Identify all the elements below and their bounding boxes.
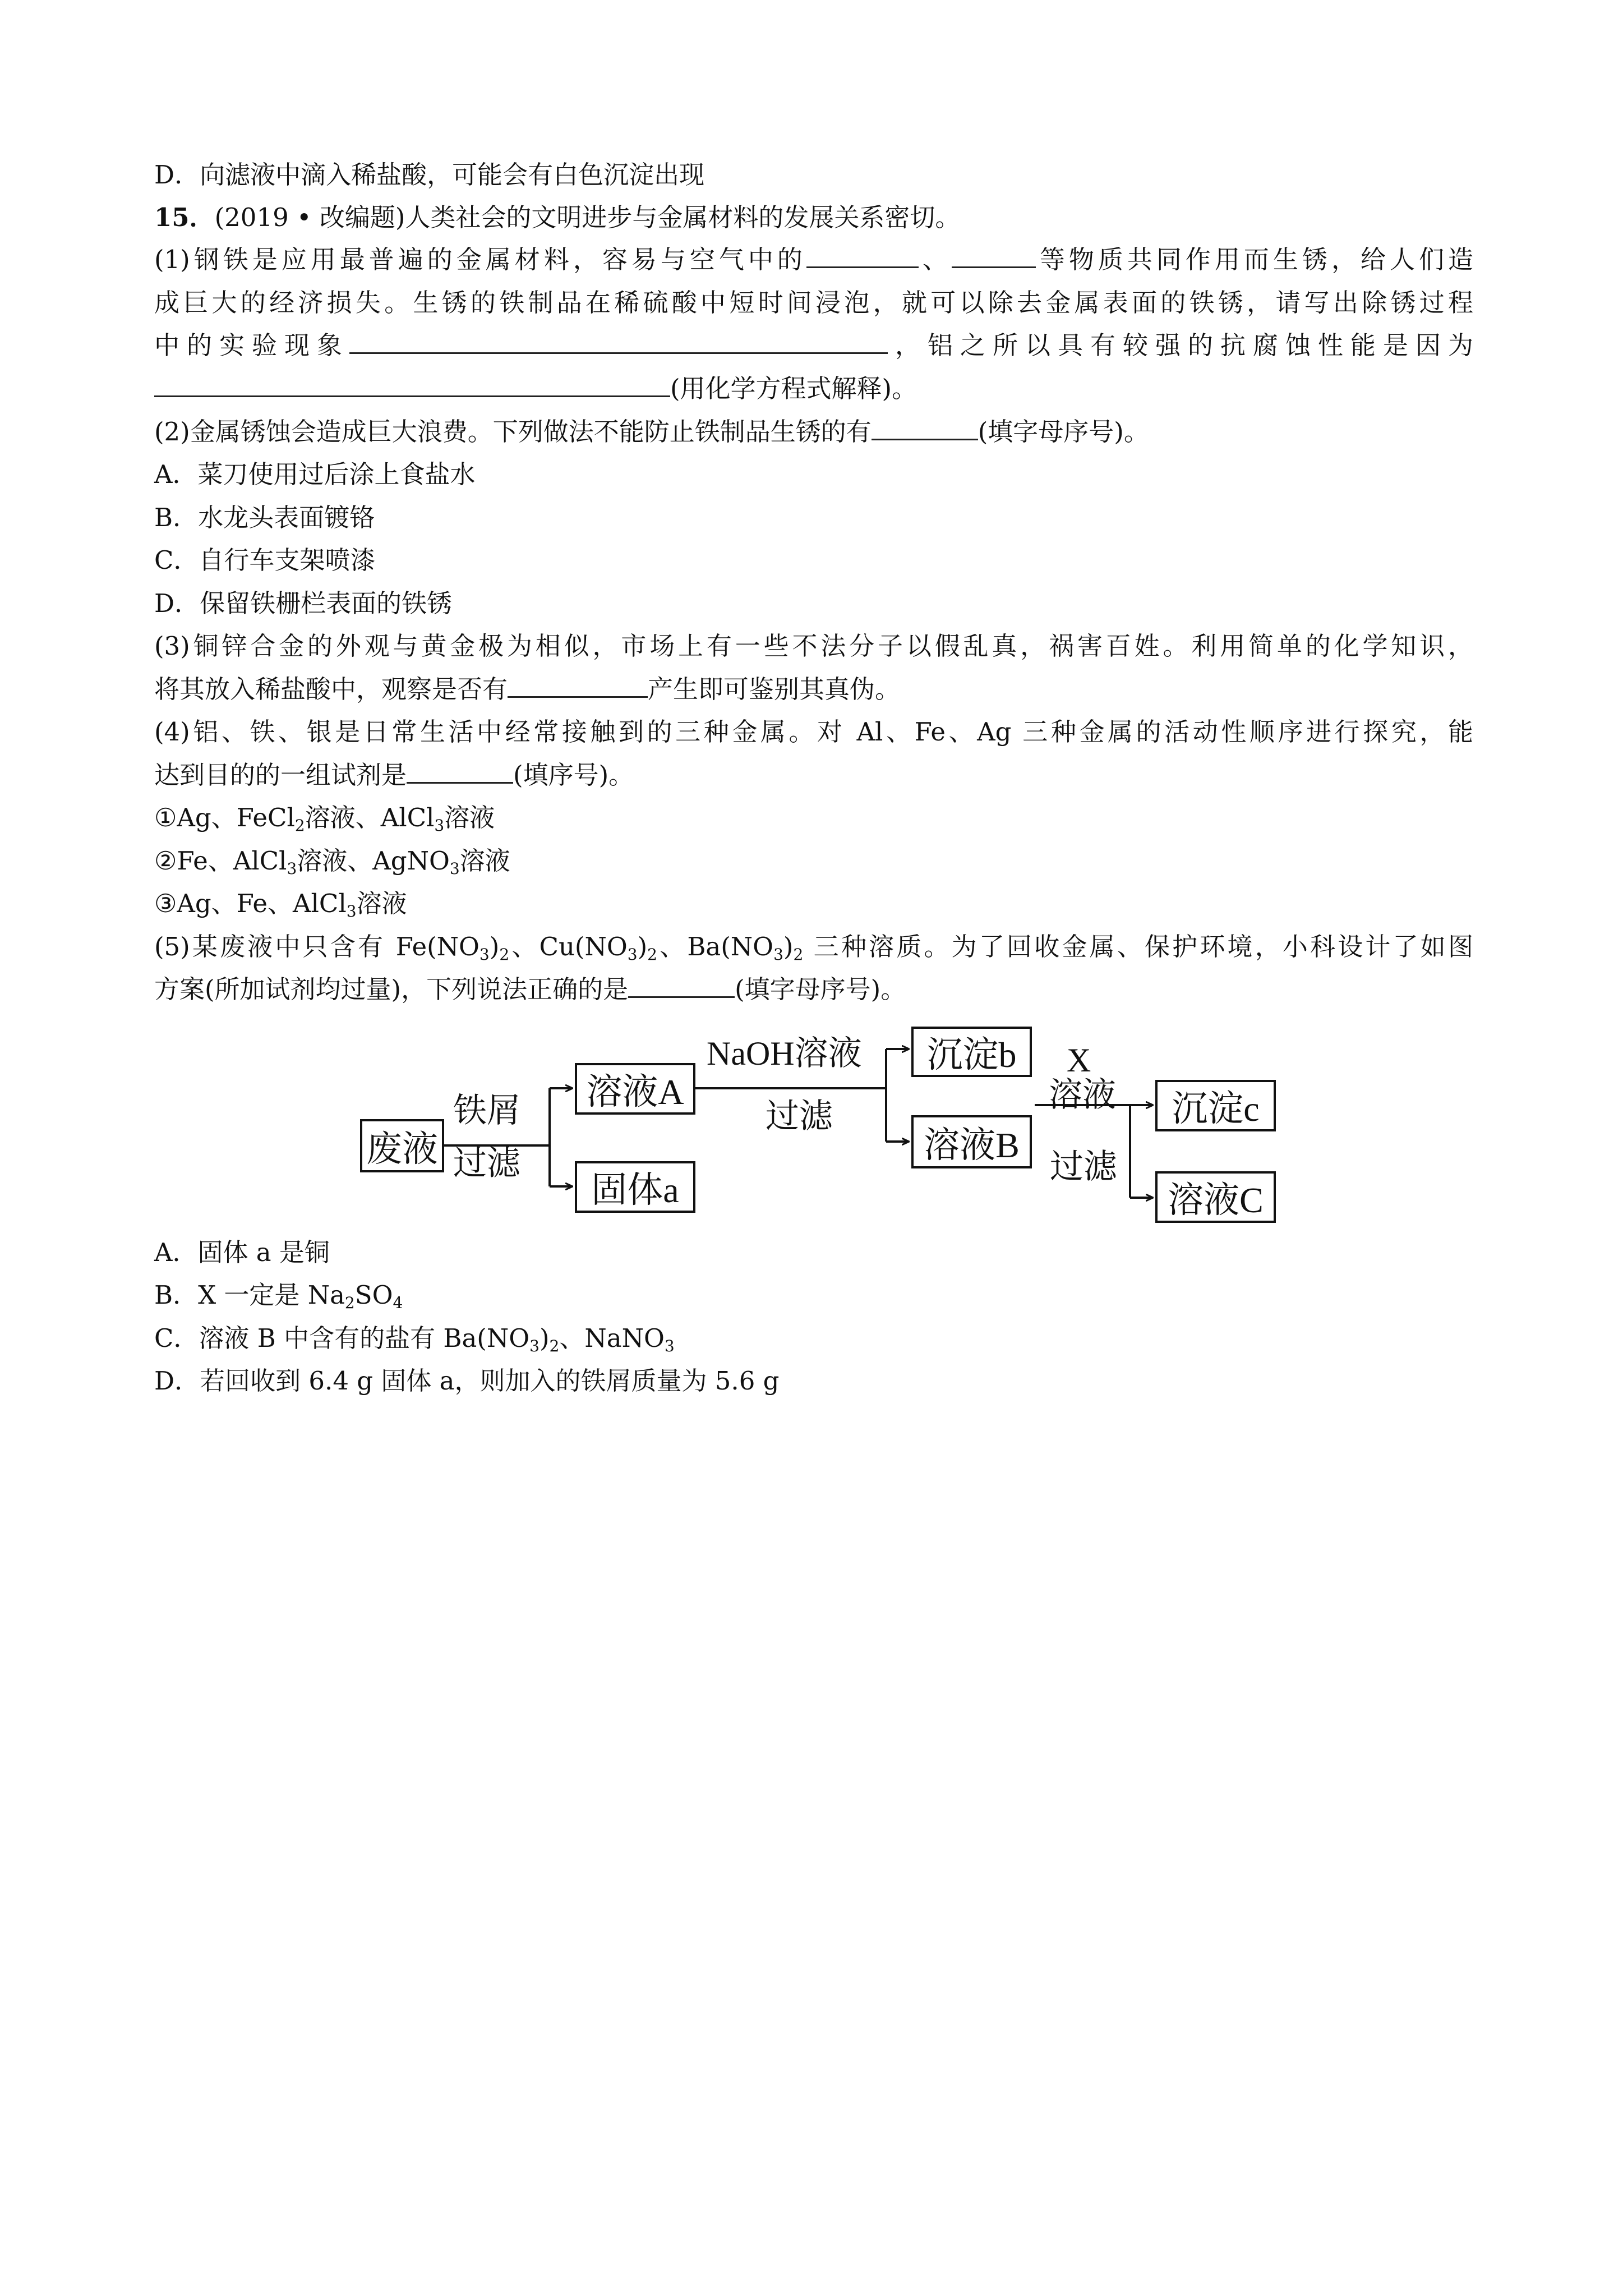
- q15-part4-option-2: ②Fe、AlCl$_3$溶液、AgNO$_3$溶液: [154, 846, 510, 878]
- q14-option-d: D．向滤液中滴入稀盐酸，可能会有白色沉淀出现: [154, 160, 705, 190]
- node-solid-a: 固体a: [575, 1161, 695, 1213]
- node-solution-a: 溶液A: [575, 1063, 695, 1115]
- answer-blank-5[interactable]: [872, 416, 978, 440]
- label-naoh-solution: NaOH溶液: [707, 1035, 862, 1072]
- q15-stem: 人类社会的文明进步与金属材料的发展关系密切。: [405, 203, 961, 232]
- label-x: X: [1067, 1042, 1091, 1079]
- q15-part1-line3: 中的实验现象 ，铝之所以具有较强的抗腐蚀性能是因为: [154, 330, 1473, 360]
- label-filter-1: 过滤: [453, 1145, 520, 1182]
- q15-part2-option-d: D．保留铁栅栏表面的铁锈: [154, 588, 453, 618]
- label-filter-2: 过滤: [766, 1098, 833, 1135]
- q15-source: (2019 • 改编题): [214, 203, 405, 232]
- answer-blank-6[interactable]: [508, 674, 648, 698]
- label-filter-3: 过滤: [1050, 1148, 1117, 1185]
- q15-part2-stem: (2)金属锈蚀会造成巨大浪费。下列做法不能防止铁制品生锈的有 (填字母序号)。: [154, 417, 1149, 447]
- q15-part4-option-1: ①Ag、FeCl$_2$溶液、AlCl$_3$溶液: [154, 803, 495, 835]
- q15-part4-option-3: ③Ag、Fe、AlCl$_3$溶液: [154, 889, 407, 921]
- q15-number: 15．: [154, 203, 215, 232]
- q15-part2-option-b: B．水龙头表面镀铬: [154, 503, 375, 532]
- q15-part2-option-a: A．菜刀使用过后涂上食盐水: [154, 459, 476, 489]
- label-x-solution: 溶液: [1049, 1076, 1116, 1114]
- q15-header: [154, 201, 960, 234]
- q15-part5-option-b: B．X 一定是 $Na_2SO_4$: [154, 1280, 403, 1312]
- q15-part3-line1: (3)铜锌合金的外观与黄金极为相似，市场上有一些不法分子以假乱真，祸害百姓。利用简单的化学知识，: [154, 631, 1473, 661]
- q15-part4-line1: (4)铝、铁、银是日常生活中经常接触到的三种金属。对 Al、Fe、Ag 三种金属的活动性顺序进行探究，能: [154, 717, 1473, 747]
- q15-part1-line1: (1)钢铁是应用最普遍的金属材料，容易与空气中的 、 等物质共同作用而生锈，给人们造: [154, 245, 1473, 274]
- node-solution-c: 溶液C: [1155, 1171, 1276, 1223]
- node-precipitate-b: 沉淀b: [911, 1027, 1032, 1077]
- answer-blank-2[interactable]: [952, 244, 1036, 268]
- node-waste-liquid: 废液: [360, 1119, 444, 1172]
- q15-part4-line2: 达到目的的一组试剂是 (填序号)。: [154, 760, 634, 790]
- process-flow-diagram: [348, 1027, 1301, 1228]
- answer-blank-3[interactable]: [349, 330, 888, 354]
- node-solution-b: 溶液B: [911, 1115, 1032, 1168]
- q15-part3-line2: 将其放入稀盐酸中，观察是否有 产生即可鉴别其真伪。: [154, 674, 901, 704]
- q15-part1-line4: (用化学方程式解释)。: [154, 372, 917, 406]
- answer-blank-4[interactable]: [154, 373, 670, 397]
- answer-blank-1[interactable]: [806, 244, 919, 268]
- node-precipitate-c: 沉淀c: [1155, 1080, 1276, 1131]
- q15-part5-option-a: A．固体 a 是铜: [154, 1237, 330, 1267]
- answer-blank-8[interactable]: [628, 974, 735, 998]
- q15-part5-line1: (5)某废液中只含有 $Fe(NO_3)_2$、$Cu(NO_3)_2$、$Ba(NO_3)_2$ 三种溶质。为了回收金属、保护环境，小科设计了如图: [154, 932, 1473, 964]
- q15-part5-line2: 方案(所加试剂均过量)，下列说法正确的是 (填字母序号)。: [154, 974, 906, 1004]
- answer-blank-7[interactable]: [407, 760, 513, 784]
- q15-part1-line2: 成巨大的经济损失。生锈的铁制品在稀硫酸中短时间浸泡，就可以除去金属表面的铁锈，请写出除锈过程: [154, 288, 1473, 318]
- q15-part5-option-d: D．若回收到 6.4 g 固体 a，则加入的铁屑质量为 5.6 g: [154, 1366, 780, 1396]
- q15-part2-option-c: C．自行车支架喷漆: [154, 545, 376, 575]
- label-iron-filings: 铁屑: [453, 1092, 520, 1129]
- q15-part5-option-c: C．溶液 B 中含有的盐有 $Ba(NO_3)_2$、NaNO$_3$: [154, 1323, 675, 1355]
